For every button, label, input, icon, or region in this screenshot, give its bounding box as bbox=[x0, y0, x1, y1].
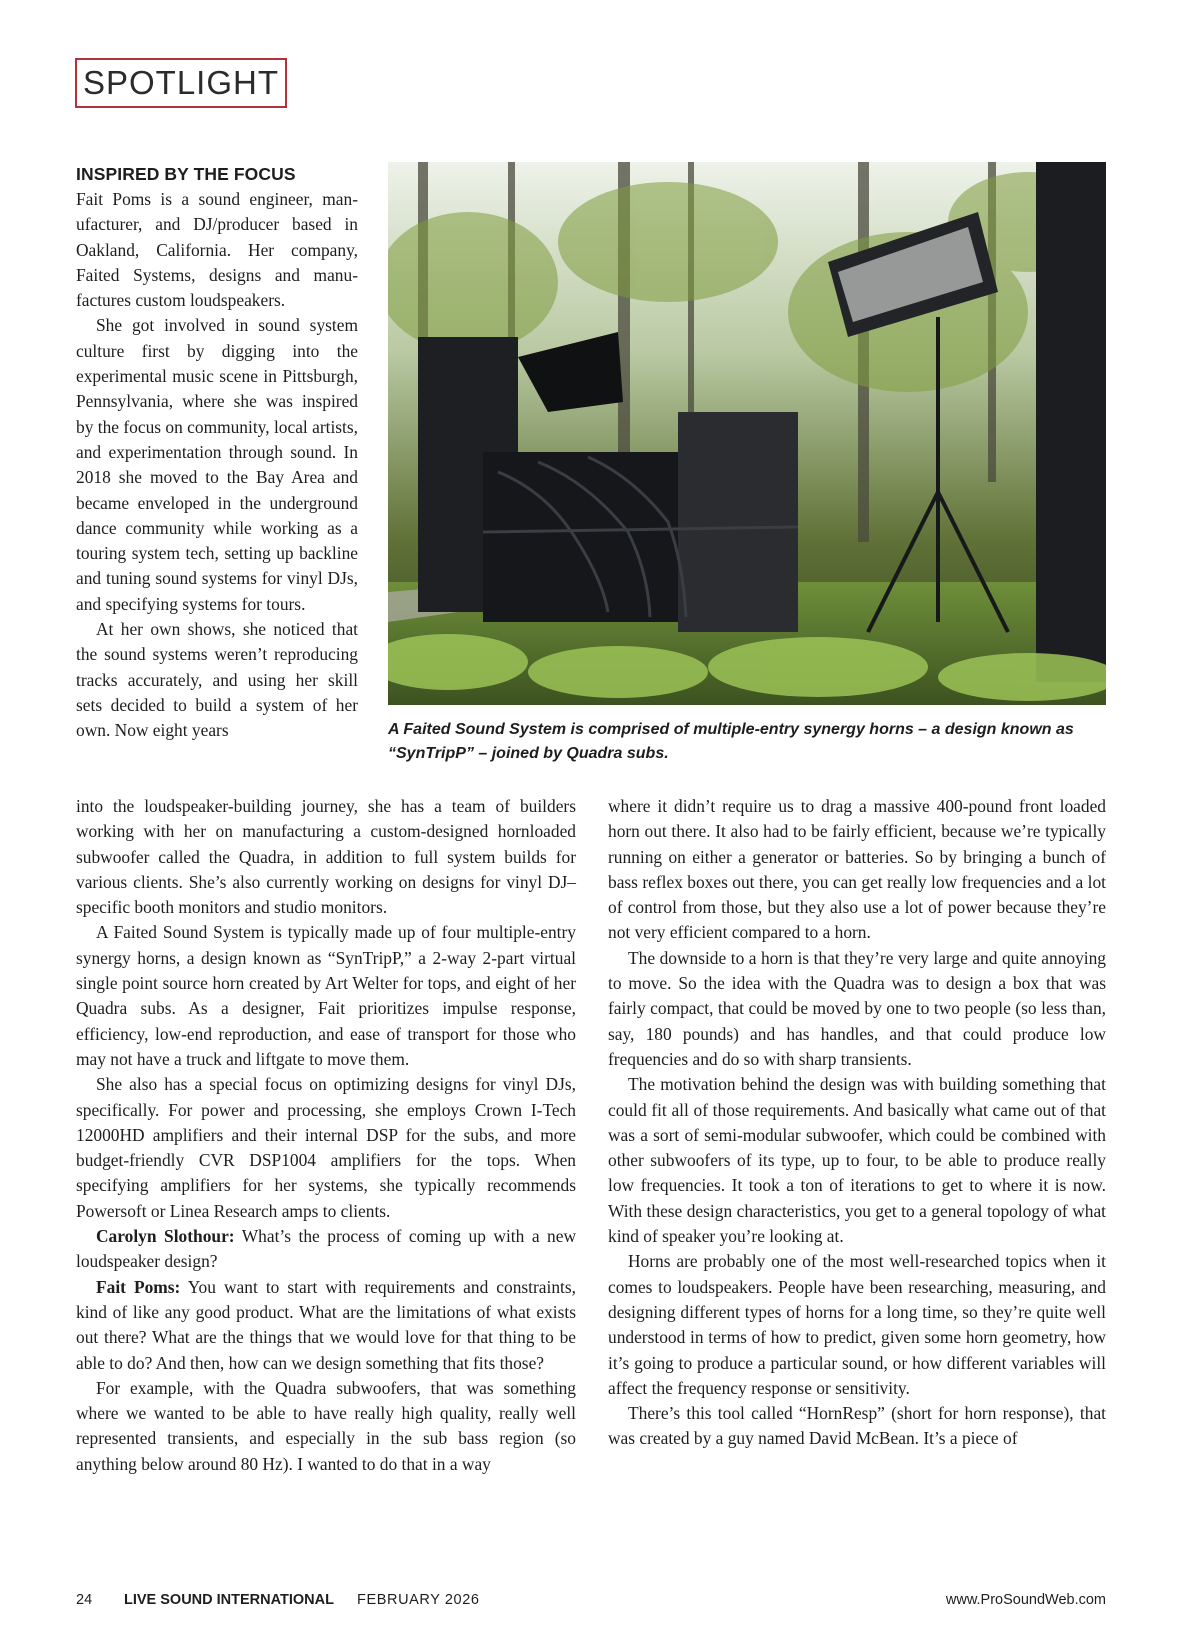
question-text: What’s the process of coming up with a new loudspeaker design? bbox=[76, 1226, 576, 1272]
article-heading: INSPIRED BY THE FOCUS bbox=[76, 164, 296, 184]
answer-text: You want to start with requirements and constraints, kind of like any good product. What are the limitations of what exists out there? What are the things that we would love for that thing to be able to do? And then, how can we design something that fits those? bbox=[76, 1276, 576, 1373]
caption-line-1: A Faited Sound System is comprised of multiple-entry synergy horns – a design known as bbox=[388, 721, 1074, 738]
section-tag: SPOTLIGHT bbox=[75, 58, 287, 108]
page-number: 24 bbox=[76, 1592, 93, 1608]
paragraph: She got involved in sound system culture first by digging into the experimental music scene in Pittsburgh, Pennsylvania, where she was inspired by the focus on community, local artists, and experimentation through sound. In 2018 she moved to the Bay Area and became enveloped in the underground dance community while working as a touring system tech, setting up backline and tuning sound systems for vinyl DJs, and specifying systems for tours. bbox=[76, 315, 358, 614]
paragraph: For example, with the Quadra subwoofers, that was something where we wanted to be able to have really high quality, really well represented transients, and especially in the sub bass region (so anything below around 80 Hz). I wanted to do that in a way bbox=[76, 1377, 576, 1474]
interview-question bbox=[76, 1224, 576, 1275]
paragraph: The downside to a horn is that they’re very large and quite annoying to move. So the idea with the Quadra was to design a box that was fairly compact, that could be moved by one to two people (so less than, say, 180 pounds) and has handles, and that could produce low frequencies and do so with sharp transients. bbox=[608, 947, 1106, 1069]
article-photo bbox=[388, 162, 1106, 705]
paragraph: The motivation behind the design was with building something that could fit all of those requirements. And basically what came out of that was a sort of semi-modular subwoofer, which could be combined with other subwoofers of its type, up to four, to be able to produce really low frequencies. It took a ton of iterations to get to where it is now. With these design characteristics, you get to a general topology of what kind of speaker you’re looking at. bbox=[608, 1074, 1106, 1247]
website-link[interactable]: www.ProSoundWeb.com bbox=[945, 1592, 1106, 1608]
article-left-column bbox=[76, 794, 576, 1477]
interviewee-name: Fait Poms: bbox=[96, 1276, 181, 1297]
paragraph: into the loudspeaker-building journey, she has a team of builders working with her on manufacturing a custom-designed hornloaded subwoofer called the Quadra, in addition to full system builds for various clients. She’s also currently working on designs for vinyl DJ–specific booth monitors and studio monitors. bbox=[76, 796, 576, 918]
article-intro-column bbox=[76, 162, 358, 744]
article-right-column bbox=[608, 794, 1106, 1452]
paragraph: She also has a special focus on optimizing designs for vinyl DJs, specifically. For power and processing, she employs Crown I-Tech 12000HD amplifiers and their internal DSP for the subs, and more budget-friendly CVR DSP1004 amplifiers for the tops. When specifying amplifiers for her systems, she typically recommends Powersoft or Linea Research amps to clients. bbox=[76, 1074, 576, 1221]
paragraph: Horns are probably one of the most well-researched topics when it comes to loudspeakers. People have been researching, measuring, and designing different types of horns for a long time, so they’re quite well understood in terms of how to predict, given some horn geometry, how it’s going to produce a particular sound, or how different variables will affect the frequency response or sensitivity. bbox=[608, 1251, 1106, 1398]
photo-caption bbox=[388, 718, 1106, 766]
paragraph: A Faited Sound System is typically made up of four multiple-entry synergy horns, a design known as “SynTripP,” a 2-way 2-part virtual single point source horn created by Art Welter for tops, and eight of her Quadra subs. As a designer, Fait prioritizes impulse response, efficiency, low-end reproduction, and ease of transport for those who may not have a truck and liftgate to move them. bbox=[76, 922, 576, 1069]
page-footer bbox=[76, 1592, 1106, 1612]
interviewer-name: Carolyn Slothour: bbox=[96, 1226, 235, 1247]
interview-answer bbox=[76, 1275, 576, 1376]
publication-name: LIVE SOUND INTERNATIONAL bbox=[124, 1592, 334, 1608]
paragraph: Fait Poms is a sound engineer, manufacturer, and DJ/producer based in Oakland, California. Her company, Faited Systems, designs and manufactures custom loudspeakers. bbox=[76, 189, 358, 311]
paragraph: There’s this tool called “HornResp” (short for horn response), that was created by a guy named David McBean. It’s a piece of bbox=[608, 1403, 1106, 1449]
paragraph: At her own shows, she noticed that the sound systems weren’t reproducing tracks accurately, and using her skill sets decided to build a system of her own. Now eight years bbox=[76, 619, 358, 741]
photo-illustration bbox=[388, 162, 1106, 705]
issue-date: FEBRUARY 2026 bbox=[357, 1592, 480, 1608]
caption-line-2: “SynTripP” – joined by Quadra subs. bbox=[388, 745, 669, 762]
paragraph: where it didn’t require us to drag a massive 400-pound front loaded horn out there. It also had to be fairly efficient, because we’re typically running on either a generator or batteries. So by bringing a bunch of bass reflex boxes out there, you can get really low frequencies and a lot of control from those, but they also use a lot of power because they’re not very efficient compared to a horn. bbox=[608, 796, 1106, 943]
